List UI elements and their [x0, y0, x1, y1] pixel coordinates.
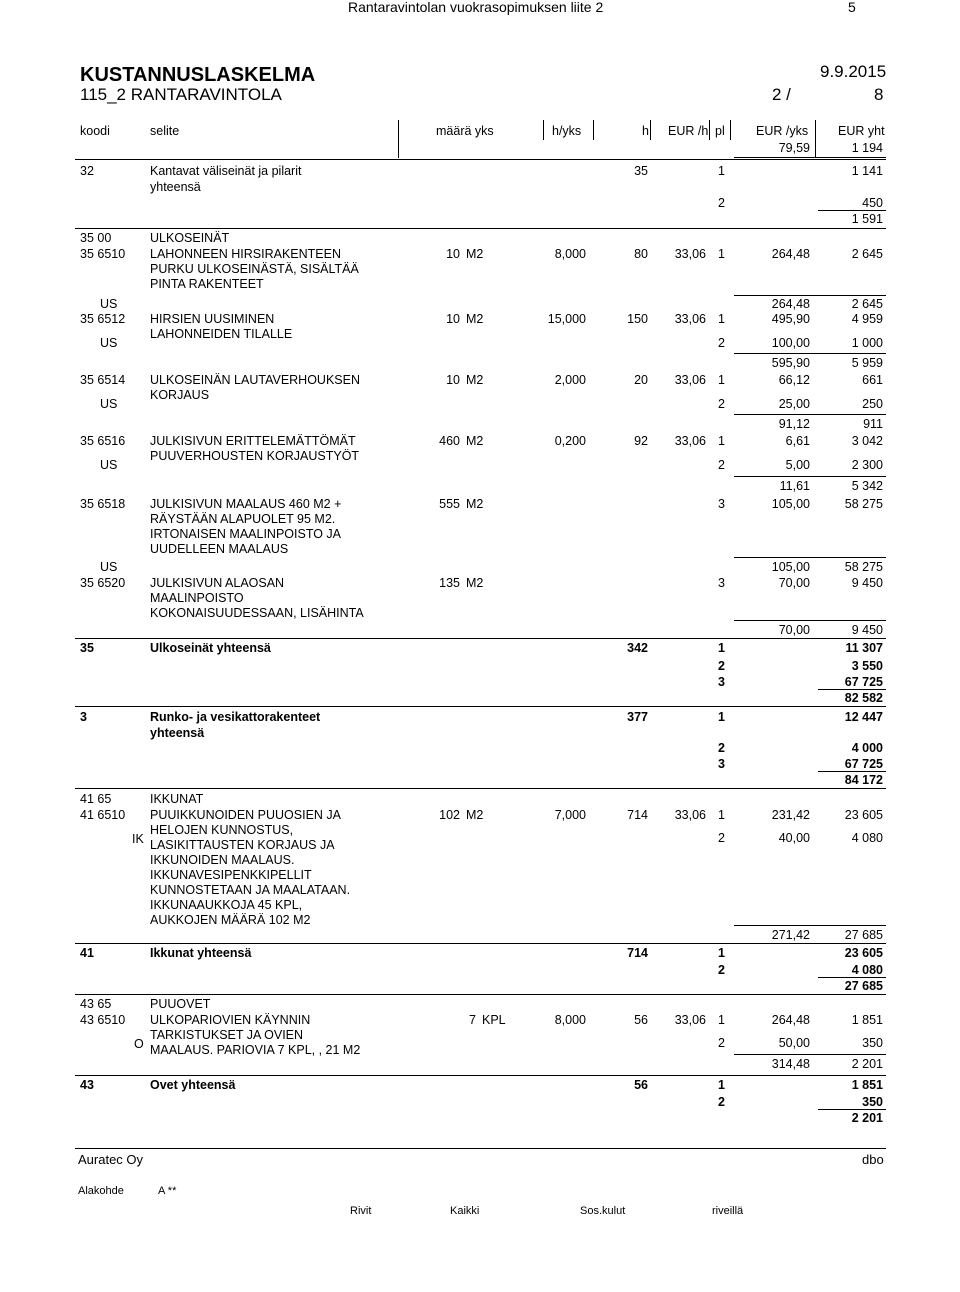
footer-rivit: Rivit — [350, 1205, 372, 1217]
row-value-euryht: 67 725 — [844, 757, 883, 771]
row-selite: TARKISTUKSET JA OVIEN — [150, 1028, 304, 1042]
row-value-h: 56 — [634, 1078, 648, 1092]
row-value-euryks: 231,42 — [771, 808, 810, 822]
row-selite: IKKUNAAUKKOJA 45 KPL, — [150, 898, 303, 912]
row-value-euryks: 70,00 — [778, 623, 810, 637]
footer-rule — [75, 1148, 886, 1149]
row-value-euryht: 58 275 — [844, 497, 883, 511]
row-value-euryht: 911 — [863, 417, 883, 431]
rule — [75, 159, 886, 160]
row-selite: LAHONNEEN HIRSIRAKENTEEN — [150, 247, 342, 261]
row-selite: LASIKITTAUSTEN KORJAUS JA — [150, 838, 335, 852]
row-tag: US — [100, 297, 118, 311]
row-koodi: 35 6516 — [80, 434, 126, 448]
row-value-qty: 10 — [446, 247, 460, 261]
row-value-euryht: 1 591 — [851, 212, 883, 226]
subtotal-label: Ikkunat yhteensä — [150, 946, 252, 960]
rule — [734, 414, 886, 415]
col-header-pl: pl — [715, 124, 725, 138]
row-value-unit: M2 — [466, 373, 484, 387]
row-value-qty: 10 — [446, 312, 460, 326]
row-value-euryht: 82 582 — [844, 691, 883, 705]
subtotal-koodi: 35 — [80, 641, 94, 655]
row-tag: US — [100, 336, 118, 350]
row-value-pl: 1 — [718, 641, 725, 655]
row-value-euryks: 79,59 — [778, 141, 810, 155]
row-value-qty: 10 — [446, 373, 460, 387]
subtotal-label: Ulkoseinät yhteensä — [150, 641, 271, 655]
row-value-euryks: 6,61 — [785, 434, 810, 448]
row-tag: O — [134, 1037, 144, 1051]
row-koodi: 35 6514 — [80, 373, 126, 387]
row-selite: KOKONAISUUDESSAAN, LISÄHINTA — [150, 606, 364, 620]
row-value-pl: 1 — [718, 808, 725, 822]
row-value-euryht: 350 — [862, 1095, 883, 1109]
row-value-qty: 7 — [469, 1013, 476, 1027]
subtotal-koodi: 3 — [80, 710, 87, 724]
row-value-euryht: 4 080 — [851, 831, 883, 845]
row-value-pl: 2 — [718, 1036, 725, 1050]
row-value-euryht: 23 605 — [844, 946, 883, 960]
row-value-unit: KPL — [482, 1013, 506, 1027]
row-koodi: 32 — [80, 164, 94, 178]
row-value-h: 20 — [634, 373, 648, 387]
rule — [818, 977, 886, 978]
rule — [818, 1109, 886, 1110]
page-header-title: Rantaravintolan vuokrasopimuksen liite 2 — [348, 0, 604, 15]
row-selite: PURKU ULKOSEINÄSTÄ, SISÄLTÄÄ — [150, 262, 359, 276]
row-value-euryks: 50,00 — [778, 1036, 810, 1050]
rule — [734, 476, 886, 477]
row-value-pl: 3 — [718, 675, 725, 689]
row-value-eurh: 33,06 — [674, 808, 706, 822]
row-value-h: 377 — [627, 710, 648, 724]
row-selite: KORJAUS — [150, 388, 210, 402]
row-value-pl: 3 — [718, 576, 725, 590]
row-value-euryks: 70,00 — [778, 576, 810, 590]
row-koodi: 43 6510 — [80, 1013, 126, 1027]
column-divider — [398, 120, 399, 158]
row-tag: US — [100, 397, 118, 411]
row-value-hyks: 8,000 — [554, 1013, 586, 1027]
row-value-euryht: 2 201 — [851, 1057, 883, 1071]
row-selite: JULKISIVUN ERITTELEMÄTTÖMÄT — [150, 434, 356, 448]
row-koodi: 41 65 — [80, 792, 112, 806]
row-tag: US — [100, 560, 118, 574]
row-koodi: 35 6518 — [80, 497, 126, 511]
row-value-euryks: 105,00 — [771, 497, 810, 511]
row-value-pl: 2 — [718, 963, 725, 977]
row-value-h: 56 — [634, 1013, 648, 1027]
row-value-euryht: 23 605 — [844, 808, 883, 822]
col-header-maara: määrä yks — [436, 124, 494, 138]
row-value-euryht: 67 725 — [844, 675, 883, 689]
row-tag: US — [100, 458, 118, 472]
row-koodi: 35 6512 — [80, 312, 126, 326]
rule — [734, 557, 886, 558]
row-value-euryks: 100,00 — [771, 336, 810, 350]
col-header-hyks: h/yks — [552, 124, 582, 138]
row-value-euryht: 9 450 — [851, 623, 883, 637]
row-value-euryks: 105,00 — [771, 560, 810, 574]
row-value-pl: 1 — [718, 434, 725, 448]
row-value-unit: M2 — [466, 247, 484, 261]
row-value-pl: 2 — [718, 741, 725, 755]
row-value-euryht: 1 141 — [851, 164, 883, 178]
row-value-pl: 3 — [718, 757, 725, 771]
row-value-euryht: 27 685 — [844, 979, 883, 993]
row-value-euryks: 264,48 — [771, 297, 810, 311]
row-koodi: 35 6510 — [80, 247, 126, 261]
row-value-euryht: 350 — [862, 1036, 883, 1050]
row-selite: Kantavat väliseinät ja pilarit — [150, 164, 302, 178]
row-value-euryht: 2 300 — [851, 458, 883, 472]
footer-company: Auratec Oy — [78, 1152, 144, 1167]
row-selite: PUUOVET — [150, 997, 211, 1011]
row-value-h: 92 — [634, 434, 648, 448]
row-value-hyks: 0,200 — [554, 434, 586, 448]
row-value-euryht: 2 645 — [851, 247, 883, 261]
row-value-euryht: 2 645 — [851, 297, 883, 311]
row-value-hyks: 8,000 — [554, 247, 586, 261]
row-selite: JULKISIVUN MAALAUS 460 M2 + — [150, 497, 342, 511]
row-value-qty: 135 — [439, 576, 460, 590]
row-value-unit: M2 — [466, 497, 484, 511]
row-selite: KUNNOSTETAAN JA MAALATAAN. — [150, 883, 351, 897]
row-value-hyks: 7,000 — [554, 808, 586, 822]
column-divider — [650, 120, 651, 140]
row-value-pl: 1 — [718, 946, 725, 960]
row-value-pl: 1 — [718, 312, 725, 326]
row-value-pl: 1 — [718, 710, 725, 724]
row-value-pl: 1 — [718, 247, 725, 261]
row-selite: yhteensä — [150, 180, 201, 194]
rule — [75, 638, 886, 639]
row-value-euryht: 11 307 — [845, 641, 883, 655]
row-value-euryht: 27 685 — [844, 928, 883, 942]
row-koodi: 41 6510 — [80, 808, 126, 822]
row-tag: IK — [132, 832, 144, 846]
row-value-euryht: 661 — [862, 373, 883, 387]
row-value-euryks: 595,90 — [771, 356, 810, 370]
row-value-hyks: 2,000 — [554, 373, 586, 387]
row-value-qty: 102 — [439, 808, 460, 822]
rule — [75, 788, 886, 789]
row-selite: MAALINPOISTO — [150, 591, 244, 605]
row-value-pl: 2 — [718, 831, 725, 845]
row-value-euryks: 314,48 — [771, 1057, 810, 1071]
row-selite: IKKUNAVESIPENKKIPELLIT — [150, 868, 312, 882]
rule — [75, 1075, 886, 1076]
footer-sos: Sos.kulut — [580, 1205, 626, 1217]
col-header-euryht: EUR yht — [838, 124, 885, 138]
row-value-euryht: 250 — [862, 397, 883, 411]
row-value-pl: 3 — [718, 497, 725, 511]
row-value-pl: 2 — [718, 1095, 725, 1109]
row-value-euryks: 40,00 — [778, 831, 810, 845]
col-header-h: h — [642, 124, 649, 138]
row-value-pl: 2 — [718, 196, 725, 210]
row-value-euryht: 1 851 — [851, 1013, 883, 1027]
row-value-euryht: 1 000 — [851, 336, 883, 350]
row-selite: AUKKOJEN MÄÄRÄ 102 M2 — [150, 913, 311, 927]
row-selite: PUUIKKUNOIDEN PUUOSIEN JA — [150, 808, 342, 822]
row-value-h: 714 — [627, 808, 648, 822]
col-header-koodi: koodi — [80, 124, 110, 138]
row-value-h: 150 — [627, 312, 648, 326]
footer-kaikki: Kaikki — [450, 1205, 480, 1217]
rule — [75, 943, 886, 944]
rule — [734, 157, 886, 158]
column-divider — [543, 120, 544, 140]
row-selite: ULKOPARIOVIEN KÄYNNIN — [150, 1013, 311, 1027]
row-value-eurh: 33,06 — [674, 434, 706, 448]
row-value-qty: 460 — [439, 434, 460, 448]
row-value-pl: 2 — [718, 397, 725, 411]
page-header-number: 5 — [848, 0, 856, 15]
row-value-pl: 2 — [718, 336, 725, 350]
row-value-pl: 1 — [718, 164, 725, 178]
row-selite: PUUVERHOUSTEN KORJAUSTYÖT — [150, 449, 360, 463]
row-value-euryht: 3 042 — [851, 434, 883, 448]
row-value-unit: M2 — [466, 434, 484, 448]
row-value-euryht: 4 080 — [851, 963, 883, 977]
row-value-h: 714 — [627, 946, 648, 960]
row-value-pl: 1 — [718, 373, 725, 387]
rule — [818, 689, 886, 690]
row-selite: RÄYSTÄÄN ALAPUOLET 95 M2. — [150, 512, 336, 526]
row-value-euryks: 91,12 — [778, 417, 810, 431]
row-value-unit: M2 — [466, 312, 484, 326]
row-value-euryks: 25,00 — [778, 397, 810, 411]
row-koodi: 35 00 — [80, 231, 112, 245]
column-divider — [709, 120, 710, 140]
row-value-euryks: 11,61 — [779, 479, 810, 493]
row-value-euryks: 495,90 — [771, 312, 810, 326]
col-header-eurh: EUR /h — [668, 124, 709, 138]
footer-riveilla: riveillä — [712, 1205, 744, 1217]
row-value-euryht: 1 851 — [851, 1078, 883, 1092]
row-selite: HELOJEN KUNNOSTUS, — [150, 823, 294, 837]
row-value-euryht: 5 342 — [851, 479, 883, 493]
row-value-unit: M2 — [466, 576, 484, 590]
subtotal-koodi: 43 — [80, 1078, 94, 1092]
subtotal-label: Ovet yhteensä — [150, 1078, 236, 1092]
row-value-euryks: 264,48 — [771, 247, 810, 261]
row-value-euryht: 450 — [862, 196, 883, 210]
row-value-euryht: 12 447 — [844, 710, 883, 724]
row-value-euryht: 2 201 — [851, 1111, 883, 1125]
row-selite: IRTONAISEN MAALINPOISTO JA — [150, 527, 342, 541]
document-title: KUSTANNUSLASKELMA — [80, 64, 316, 86]
col-header-selite: selite — [150, 124, 180, 138]
footer-a: A ** — [158, 1185, 177, 1197]
row-value-hyks: 15,000 — [547, 312, 586, 326]
page-count: 8 — [874, 85, 884, 104]
row-value-eurh: 33,06 — [674, 1013, 706, 1027]
row-value-h: 342 — [627, 641, 648, 655]
row-value-pl: 1 — [718, 1013, 725, 1027]
row-value-euryks: 264,48 — [771, 1013, 810, 1027]
project-name: 115_2 RANTARAVINTOLA — [80, 85, 282, 104]
row-value-euryht: 4 959 — [851, 312, 883, 326]
row-value-euryht: 58 275 — [844, 560, 883, 574]
row-selite: ULKOSEINÄT — [150, 231, 230, 245]
footer-initials: dbo — [862, 1152, 884, 1167]
row-value-h: 35 — [634, 164, 648, 178]
row-selite: UUDELLEEN MAALAUS — [150, 542, 289, 556]
row-value-euryks: 5,00 — [785, 458, 810, 472]
row-value-euryht: 9 450 — [851, 576, 883, 590]
row-selite: IKKUNOIDEN MAALAUS. — [150, 853, 295, 867]
row-value-euryht: 1 194 — [851, 141, 883, 155]
rule — [75, 228, 886, 229]
page-ref: 2 / — [772, 85, 791, 104]
row-value-euryht: 84 172 — [844, 773, 883, 787]
row-koodi: 43 65 — [80, 997, 112, 1011]
row-selite: PINTA RAKENTEET — [150, 277, 264, 291]
row-value-euryks: 66,12 — [778, 373, 810, 387]
row-value-qty: 555 — [439, 497, 460, 511]
row-value-euryks: 271,42 — [771, 928, 810, 942]
subtotal-label: yhteensä — [150, 726, 205, 740]
rule — [75, 706, 886, 707]
rule — [734, 353, 886, 354]
rule — [734, 1054, 886, 1055]
row-value-euryht: 5 959 — [851, 356, 883, 370]
document-date: 9.9.2015 — [820, 62, 887, 81]
row-selite: HIRSIEN UUSIMINEN — [150, 312, 275, 326]
rule — [734, 925, 886, 926]
column-divider — [730, 120, 731, 140]
row-value-pl: 2 — [718, 458, 725, 472]
footer-alakohde: Alakohde — [78, 1185, 124, 1197]
rule — [818, 771, 886, 772]
row-selite: LAHONNEIDEN TILALLE — [150, 327, 293, 341]
row-selite: IKKUNAT — [150, 792, 204, 806]
column-divider — [593, 120, 594, 140]
row-selite: ULKOSEINÄN LAUTAVERHOUKSEN — [150, 373, 361, 387]
row-value-euryht: 4 000 — [851, 741, 883, 755]
row-koodi: 35 6520 — [80, 576, 126, 590]
rule — [734, 620, 886, 621]
subtotal-label: Runko- ja vesikattorakenteet — [150, 710, 321, 724]
row-value-eurh: 33,06 — [674, 247, 706, 261]
row-value-unit: M2 — [466, 808, 484, 822]
row-value-euryht: 3 550 — [851, 659, 883, 673]
row-value-h: 80 — [634, 247, 648, 261]
rule — [734, 295, 886, 296]
row-value-pl: 2 — [718, 659, 725, 673]
row-selite: JULKISIVUN ALAOSAN — [150, 576, 285, 590]
row-value-pl: 1 — [718, 1078, 725, 1092]
col-header-euryks: EUR /yks — [756, 124, 809, 138]
row-selite: MAALAUS. PARIOVIA 7 KPL, , 21 M2 — [150, 1043, 361, 1057]
row-value-eurh: 33,06 — [674, 312, 706, 326]
row-value-eurh: 33,06 — [674, 373, 706, 387]
subtotal-koodi: 41 — [80, 946, 94, 960]
rule — [75, 994, 886, 995]
rule — [818, 210, 886, 211]
